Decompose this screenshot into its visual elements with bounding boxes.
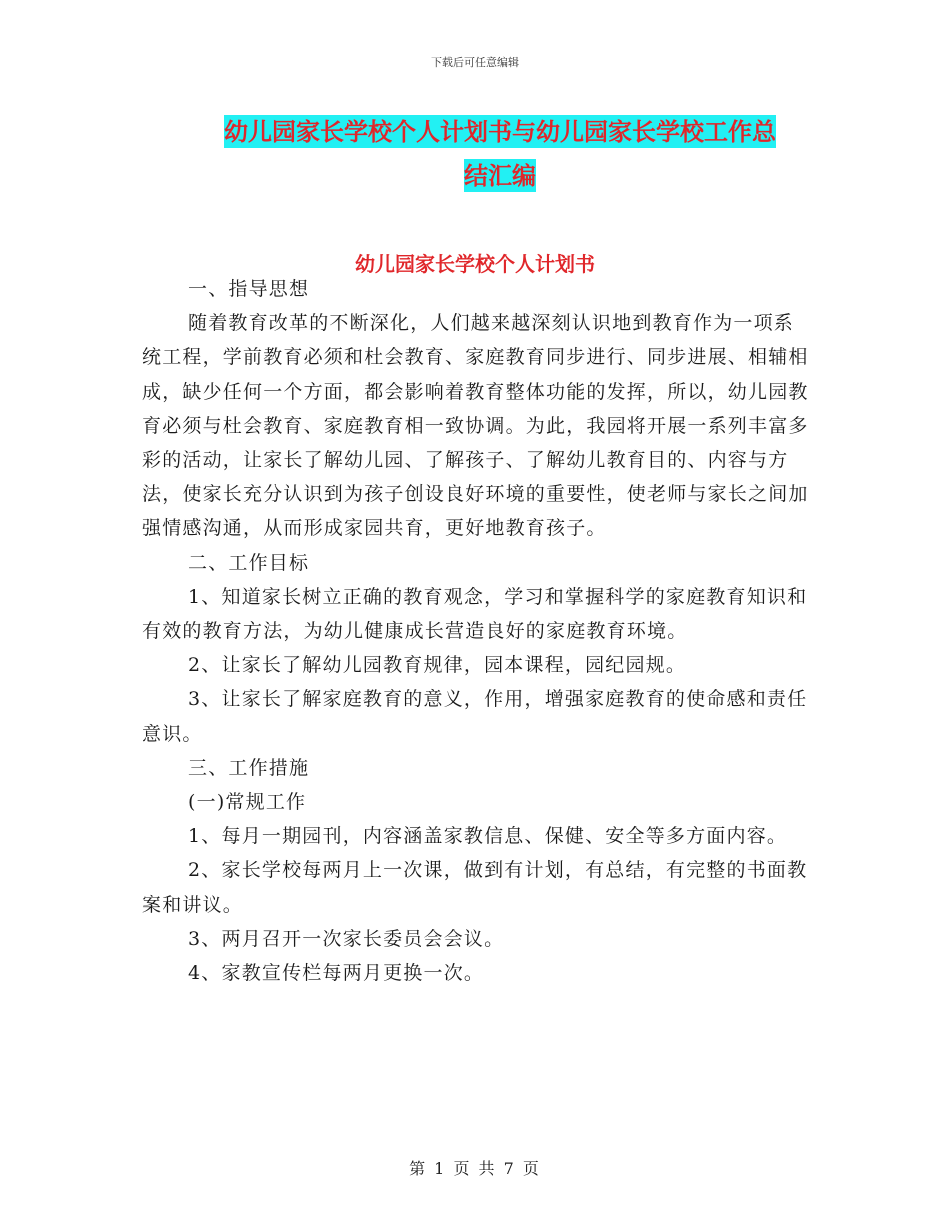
measure-item-4: 4、家教宣传栏每两月更换一次。	[188, 962, 485, 985]
measure-item-1: 1、每月一期园刊，内容涵盖家教信息、保健、安全等多方面内容。	[188, 825, 788, 848]
title-line-2: 结汇编	[464, 161, 536, 190]
title-line-1: 幼儿园家长学校个人计划书与幼儿园家长学校工作总	[224, 117, 776, 146]
page-number: 第 1 页 共 7 页	[409, 1159, 541, 1178]
goal-item-3: 3、让家长了解家庭教育的意义，作用，增强家庭教育的使命感和责任意识。	[142, 688, 808, 745]
heading-work-goals: 二、工作目标	[188, 551, 310, 574]
document-body	[142, 272, 812, 990]
heading-work-measures: 三、工作措施	[188, 756, 310, 779]
goal-item-2: 2、让家长了解幼儿园教育规律，园本课程，园纪园规。	[188, 654, 687, 677]
section-title: 幼儿园家长学校个人计划书	[355, 252, 595, 276]
paragraph-guiding-ideology: 随着教育改革的不断深化，人们越来越深刻认识地到教育作为一项系统工程，学前教育必须和杜会教育、家庭教育同步进行、同步进展、相辅相成，缺少任何一个方面，都会影响着教育整体功能的发挥，所以，幼儿园教育必须与杜会教育、家庭教育相一致协调。为此，我园将开展一系列丰富多彩的活动，让家长了解幼儿园、了解孩子、了解幼儿教育目的、内容与方法，使家长充分认识到为孩子创设良好环境的重要性，使老师与家长之间加强情感沟通，从而形成家园共育，更好地教育孩子。	[142, 312, 809, 540]
goal-item-1: 1、知道家长树立正确的教育观念，学习和掌握科学的家庭教育知识和有效的教育方法，为幼儿健康成长营造良好的家庭教育环境。	[142, 585, 808, 643]
subheading-routine-work: (一)常规工作	[188, 791, 307, 814]
header-note: 下载后可任意编辑	[431, 56, 519, 69]
heading-guiding-ideology: 一、指导思想	[188, 278, 310, 300]
measure-item-2: 2、家长学校每两月上一次课，做到有计划，有总结，有完整的书面教案和讲议。	[142, 859, 808, 916]
document-title	[120, 110, 880, 198]
measure-item-3: 3、两月召开一次家长委员会会议。	[188, 927, 505, 950]
